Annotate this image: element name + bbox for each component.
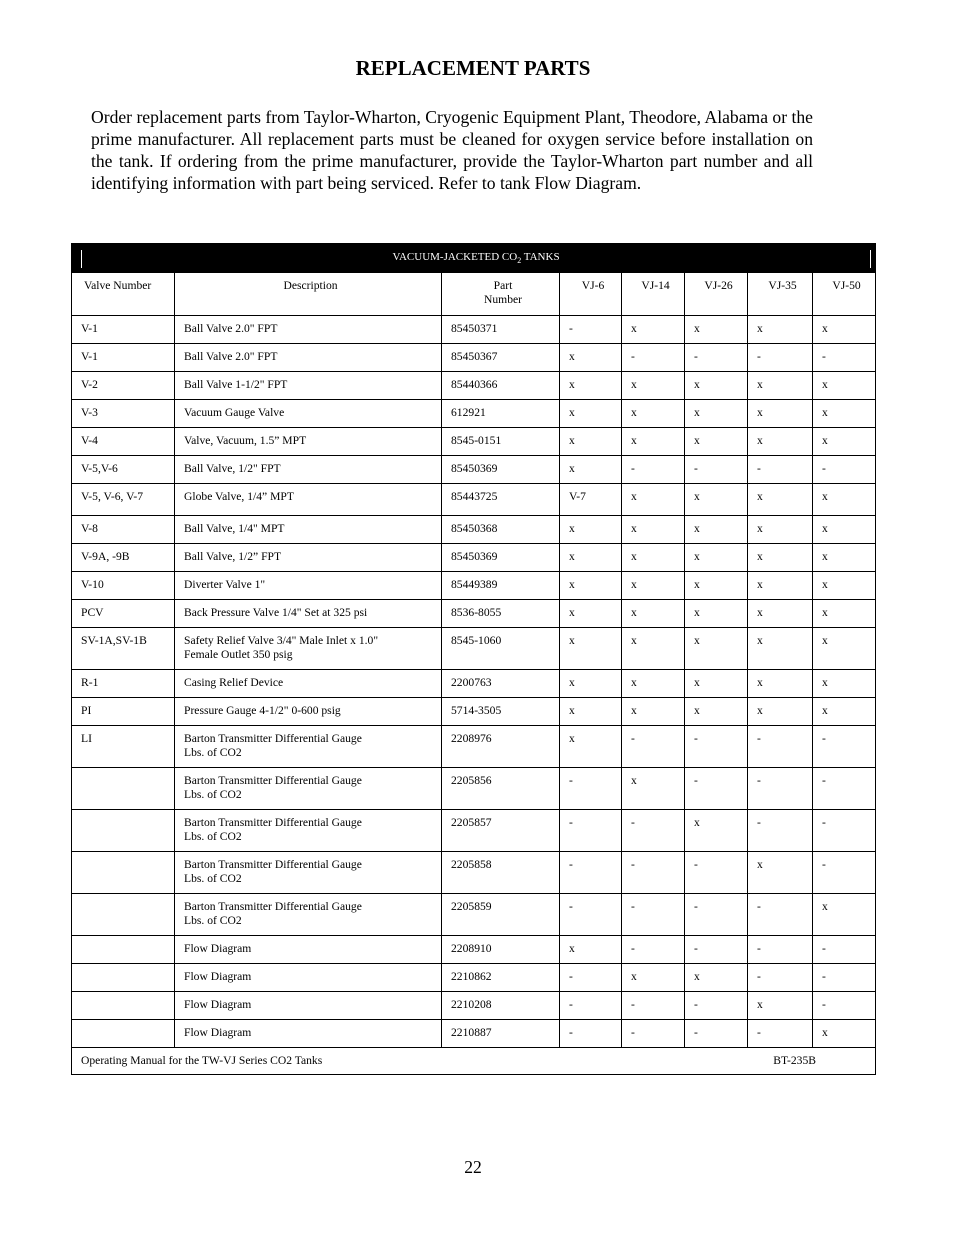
vj14-cell: x xyxy=(622,400,685,428)
vj35-cell: x xyxy=(748,516,813,544)
vj6-cell: x xyxy=(560,698,622,726)
vj50-cell: x xyxy=(813,894,876,936)
vj6-cell: - xyxy=(560,852,622,894)
description-line: Lbs. of CO2 xyxy=(184,788,242,801)
header-vj50: VJ-50 xyxy=(813,273,876,316)
vj50-cell: - xyxy=(813,852,876,894)
vj35-cell: - xyxy=(748,1020,813,1048)
valve-cell: V-2 xyxy=(72,372,175,400)
page-number: 22 xyxy=(464,1157,482,1177)
description-line: Diverter Valve 1" xyxy=(184,578,266,591)
vj26-cell: x xyxy=(685,316,748,344)
valve-cell: V-3 xyxy=(72,400,175,428)
vj50-cell: - xyxy=(813,992,876,1020)
description-cell xyxy=(175,456,442,484)
vj50-cell: x xyxy=(813,400,876,428)
vj26-cell: - xyxy=(685,852,748,894)
vj14-cell: x xyxy=(622,484,685,516)
vj14-cell: - xyxy=(622,992,685,1020)
vj50-cell: - xyxy=(813,964,876,992)
vj6-cell: x xyxy=(560,400,622,428)
part-number-cell: 85440366 xyxy=(442,372,560,400)
vj14-cell: - xyxy=(622,936,685,964)
part-number-cell: 2205859 xyxy=(442,894,560,936)
vj50-cell: - xyxy=(813,726,876,768)
vj35-cell: x xyxy=(748,544,813,572)
valve-cell xyxy=(72,964,175,992)
description-cell xyxy=(175,698,442,726)
replacement-parts-table xyxy=(71,243,876,1075)
vj26-cell: x xyxy=(685,484,748,516)
vj35-cell: - xyxy=(748,810,813,852)
description-cell xyxy=(175,316,442,344)
valve-cell: V-1 xyxy=(72,344,175,372)
description-line: Flow Diagram xyxy=(184,998,252,1011)
vj6-cell: x xyxy=(560,544,622,572)
vj26-cell: - xyxy=(685,936,748,964)
vj35-cell: x xyxy=(748,852,813,894)
part-number-cell: 2205857 xyxy=(442,810,560,852)
description-line: Ball Valve, 1/2” FPT xyxy=(184,550,282,563)
description-cell xyxy=(175,964,442,992)
vj50-cell: - xyxy=(813,810,876,852)
description-line: Lbs. of CO2 xyxy=(184,872,242,885)
vj26-cell: - xyxy=(685,726,748,768)
valve-cell xyxy=(72,810,175,852)
vj26-cell: x xyxy=(685,698,748,726)
vj26-cell: - xyxy=(685,992,748,1020)
vj35-cell: x xyxy=(748,992,813,1020)
vj35-cell: x xyxy=(748,484,813,516)
part-number-cell: 2205858 xyxy=(442,852,560,894)
description-line: Flow Diagram xyxy=(184,1026,252,1039)
table-row xyxy=(72,456,876,484)
table-row xyxy=(72,628,876,670)
description-line: Barton Transmitter Differential Gauge xyxy=(184,774,362,787)
description-line: Lbs. of CO2 xyxy=(184,830,242,843)
vj50-cell: x xyxy=(813,670,876,698)
vj26-cell: x xyxy=(685,516,748,544)
table-row xyxy=(72,372,876,400)
table-row xyxy=(72,516,876,544)
table-row xyxy=(72,1020,876,1048)
vj6-cell: - xyxy=(560,768,622,810)
description-line: Globe Valve, 1/4” MPT xyxy=(184,490,294,503)
description-line: Barton Transmitter Differential Gauge xyxy=(184,858,362,871)
part-number-cell: 2200763 xyxy=(442,670,560,698)
description-line: Female Outlet 350 psig xyxy=(184,648,293,661)
description-line: Back Pressure Valve 1/4" Set at 325 psi xyxy=(184,606,368,619)
vj14-cell: x xyxy=(622,768,685,810)
description-line: Barton Transmitter Differential Gauge xyxy=(184,816,362,829)
vj35-cell: x xyxy=(748,698,813,726)
vj50-cell: - xyxy=(813,344,876,372)
valve-cell xyxy=(72,936,175,964)
vj26-cell: x xyxy=(685,372,748,400)
footer-manual-title: Operating Manual for the TW-VJ Series CO2 Tanks xyxy=(81,1054,323,1067)
vj26-cell: x xyxy=(685,628,748,670)
valve-cell xyxy=(72,894,175,936)
valve-cell: V-9A, -9B xyxy=(72,544,175,572)
vj50-cell: x xyxy=(813,372,876,400)
description-line: Ball Valve 1-1/2" FPT xyxy=(184,378,288,391)
vj6-cell: - xyxy=(560,1020,622,1048)
vj14-cell: - xyxy=(622,810,685,852)
vj50-cell: - xyxy=(813,768,876,810)
intro-paragraph: Order replacement parts from Taylor-Wharton, Cryogenic Equipment Plant, Theodore, Alabama or the prime manufacturer. All replacement parts must be cleaned for oxygen service before installation on the tank. If ordering from the prime manufacturer, provide the Taylor-Wharton part number and all identifying information with part being serviced. Refer to tank Flow Diagram. xyxy=(91,107,813,193)
vj6-cell: x xyxy=(560,428,622,456)
description-cell xyxy=(175,726,442,768)
description-line: Ball Valve, 1/2" FPT xyxy=(184,462,281,475)
table-row xyxy=(72,768,876,810)
vj26-cell: x xyxy=(685,600,748,628)
header-description: Description xyxy=(175,273,442,316)
vj50-cell: x xyxy=(813,628,876,670)
vj14-cell: - xyxy=(622,852,685,894)
valve-cell xyxy=(72,852,175,894)
table-row xyxy=(72,400,876,428)
vj35-cell: x xyxy=(748,400,813,428)
part-number-cell: 2210208 xyxy=(442,992,560,1020)
vj6-cell: x xyxy=(560,372,622,400)
vj35-cell: - xyxy=(748,768,813,810)
vj6-cell: x xyxy=(560,344,622,372)
vj26-cell: - xyxy=(685,344,748,372)
banner-subscript: 2 xyxy=(517,256,522,266)
vj35-cell: - xyxy=(748,456,813,484)
part-number-cell: 8536-8055 xyxy=(442,600,560,628)
description-line: Ball Valve 2.0" FPT xyxy=(184,322,278,335)
vj26-cell: - xyxy=(685,768,748,810)
valve-cell xyxy=(72,1020,175,1048)
description-cell xyxy=(175,894,442,936)
header-vj14: VJ-14 xyxy=(622,273,685,316)
table-footer xyxy=(72,1048,876,1075)
description-cell xyxy=(175,544,442,572)
vj35-cell: - xyxy=(748,894,813,936)
table-row xyxy=(72,852,876,894)
description-line: Safety Relief Valve 3/4" Male Inlet x 1.0" xyxy=(184,634,379,647)
description-line: Lbs. of CO2 xyxy=(184,914,242,927)
part-number-cell: 85450367 xyxy=(442,344,560,372)
vj50-cell: x xyxy=(813,600,876,628)
vj6-cell: - xyxy=(560,992,622,1020)
description-cell xyxy=(175,372,442,400)
valve-cell xyxy=(72,992,175,1020)
table-row xyxy=(72,894,876,936)
header-part-number: Part Number xyxy=(442,273,560,316)
vj50-cell: x xyxy=(813,316,876,344)
vj14-cell: - xyxy=(622,344,685,372)
header-valve-number: Valve Number xyxy=(72,273,175,316)
description-cell xyxy=(175,852,442,894)
table-footer-row xyxy=(72,1048,876,1075)
description-cell xyxy=(175,484,442,516)
vj14-cell: x xyxy=(622,572,685,600)
vj6-cell: - xyxy=(560,810,622,852)
description-line: Ball Valve 2.0" FPT xyxy=(184,350,278,363)
vj50-cell: x xyxy=(813,572,876,600)
vj6-cell: x xyxy=(560,670,622,698)
vj6-cell: - xyxy=(560,964,622,992)
vj35-cell: - xyxy=(748,726,813,768)
vj6-cell: x xyxy=(560,516,622,544)
part-number-cell: 2210887 xyxy=(442,1020,560,1048)
description-line: Flow Diagram xyxy=(184,942,252,955)
table-row xyxy=(72,600,876,628)
vj14-cell: x xyxy=(622,628,685,670)
table-row xyxy=(72,484,876,516)
valve-cell: SV-1A,SV-1B xyxy=(72,628,175,670)
valve-cell: V-8 xyxy=(72,516,175,544)
valve-cell xyxy=(72,768,175,810)
description-cell xyxy=(175,516,442,544)
vj35-cell: - xyxy=(748,936,813,964)
vj26-cell: x xyxy=(685,964,748,992)
description-line: Casing Relief Device xyxy=(184,676,284,689)
part-number-cell: 85450369 xyxy=(442,456,560,484)
vj14-cell: - xyxy=(622,726,685,768)
description-line: Barton Transmitter Differential Gauge xyxy=(184,900,362,913)
description-line: Barton Transmitter Differential Gauge xyxy=(184,732,362,745)
valve-cell: PI xyxy=(72,698,175,726)
vj35-cell: x xyxy=(748,600,813,628)
description-line: Vacuum Gauge Valve xyxy=(184,406,285,419)
part-number-cell: 85450371 xyxy=(442,316,560,344)
vj6-cell: x xyxy=(560,726,622,768)
vj35-cell: - xyxy=(748,964,813,992)
vj26-cell: x xyxy=(685,810,748,852)
valve-cell: V-1 xyxy=(72,316,175,344)
table-banner: VACUUM-JACKETED $CO_2$ TANKS xyxy=(72,244,876,273)
description-line: Flow Diagram xyxy=(184,970,252,983)
valve-cell: V-10 xyxy=(72,572,175,600)
header-vj6: VJ-6 xyxy=(560,273,622,316)
vj26-cell: - xyxy=(685,894,748,936)
table-row xyxy=(72,670,876,698)
vj50-cell: - xyxy=(813,456,876,484)
vj50-cell: x xyxy=(813,484,876,516)
vj14-cell: - xyxy=(622,1020,685,1048)
table-row xyxy=(72,428,876,456)
vj26-cell: x xyxy=(685,670,748,698)
vj14-cell: x xyxy=(622,544,685,572)
vj35-cell: x xyxy=(748,670,813,698)
vj50-cell: x xyxy=(813,1020,876,1048)
vj6-cell: V-7 xyxy=(560,484,622,516)
description-cell xyxy=(175,768,442,810)
valve-cell: LI xyxy=(72,726,175,768)
valve-cell: V-5,V-6 xyxy=(72,456,175,484)
vj26-cell: - xyxy=(685,456,748,484)
vj26-cell: x xyxy=(685,572,748,600)
vj6-cell: x xyxy=(560,600,622,628)
description-cell xyxy=(175,992,442,1020)
valve-cell: V-5, V-6, V-7 xyxy=(72,484,175,516)
vj6-cell: - xyxy=(560,316,622,344)
part-number-cell: 85449389 xyxy=(442,572,560,600)
description-line: Valve, Vacuum, 1.5” MPT xyxy=(184,434,307,447)
table-row xyxy=(72,964,876,992)
vj35-cell: x xyxy=(748,372,813,400)
table-row xyxy=(72,544,876,572)
vj35-cell: x xyxy=(748,628,813,670)
vj35-cell: x xyxy=(748,428,813,456)
vj14-cell: x xyxy=(622,516,685,544)
part-number-cell: 2210862 xyxy=(442,964,560,992)
table-row xyxy=(72,936,876,964)
table-row xyxy=(72,726,876,768)
part-number-cell: 612921 xyxy=(442,400,560,428)
description-cell xyxy=(175,810,442,852)
description-cell xyxy=(175,670,442,698)
vj35-cell: x xyxy=(748,316,813,344)
vj14-cell: x xyxy=(622,964,685,992)
vj50-cell: x xyxy=(813,698,876,726)
table-row xyxy=(72,344,876,372)
vj35-cell: - xyxy=(748,344,813,372)
table-row xyxy=(72,572,876,600)
description-cell xyxy=(175,344,442,372)
part-number-cell: 8545-1060 xyxy=(442,628,560,670)
table-row xyxy=(72,698,876,726)
vj6-cell: x xyxy=(560,456,622,484)
valve-cell: PCV xyxy=(72,600,175,628)
vj14-cell: x xyxy=(622,600,685,628)
header-vj35: VJ-35 xyxy=(748,273,813,316)
table-header-row xyxy=(72,273,876,316)
table-row xyxy=(72,810,876,852)
valve-cell: R-1 xyxy=(72,670,175,698)
vj26-cell: x xyxy=(685,428,748,456)
table-body xyxy=(72,316,876,1048)
description-cell xyxy=(175,572,442,600)
vj14-cell: - xyxy=(622,456,685,484)
vj35-cell: x xyxy=(748,572,813,600)
description-line: Ball Valve, 1/4" MPT xyxy=(184,522,285,535)
table-row xyxy=(72,992,876,1020)
footer-doc-code: BT-235B xyxy=(773,1054,816,1067)
description-cell xyxy=(175,628,442,670)
vj14-cell: x xyxy=(622,670,685,698)
vj6-cell: x xyxy=(560,628,622,670)
description-cell xyxy=(175,428,442,456)
description-line: Lbs. of CO2 xyxy=(184,746,242,759)
vj14-cell: x xyxy=(622,698,685,726)
part-number-cell: 85450369 xyxy=(442,544,560,572)
vj6-cell: x xyxy=(560,572,622,600)
vj50-cell: x xyxy=(813,516,876,544)
vj14-cell: x xyxy=(622,428,685,456)
page-title: REPLACEMENT PARTS xyxy=(355,56,591,80)
part-number-cell: 2205856 xyxy=(442,768,560,810)
vj6-cell: - xyxy=(560,894,622,936)
description-cell xyxy=(175,936,442,964)
valve-cell: V-4 xyxy=(72,428,175,456)
description-cell xyxy=(175,600,442,628)
vj50-cell: x xyxy=(813,428,876,456)
part-number-cell: 5714-3505 xyxy=(442,698,560,726)
header-vj26: VJ-26 xyxy=(685,273,748,316)
part-number-cell: 85450368 xyxy=(442,516,560,544)
vj14-cell: x xyxy=(622,372,685,400)
vj26-cell: x xyxy=(685,400,748,428)
vj50-cell: - xyxy=(813,936,876,964)
vj6-cell: x xyxy=(560,936,622,964)
description-line: Pressure Gauge 4-1/2" 0-600 psig xyxy=(184,704,341,717)
part-number-cell: 2208910 xyxy=(442,936,560,964)
vj50-cell: x xyxy=(813,544,876,572)
description-cell xyxy=(175,1020,442,1048)
description-cell xyxy=(175,400,442,428)
part-number-cell: 85443725 xyxy=(442,484,560,516)
vj26-cell: - xyxy=(685,1020,748,1048)
vj14-cell: x xyxy=(622,316,685,344)
part-number-cell: 2208976 xyxy=(442,726,560,768)
vj26-cell: x xyxy=(685,544,748,572)
vj14-cell: - xyxy=(622,894,685,936)
table-row xyxy=(72,316,876,344)
table-banner-row xyxy=(72,244,876,273)
part-number-cell: 8545-0151 xyxy=(442,428,560,456)
